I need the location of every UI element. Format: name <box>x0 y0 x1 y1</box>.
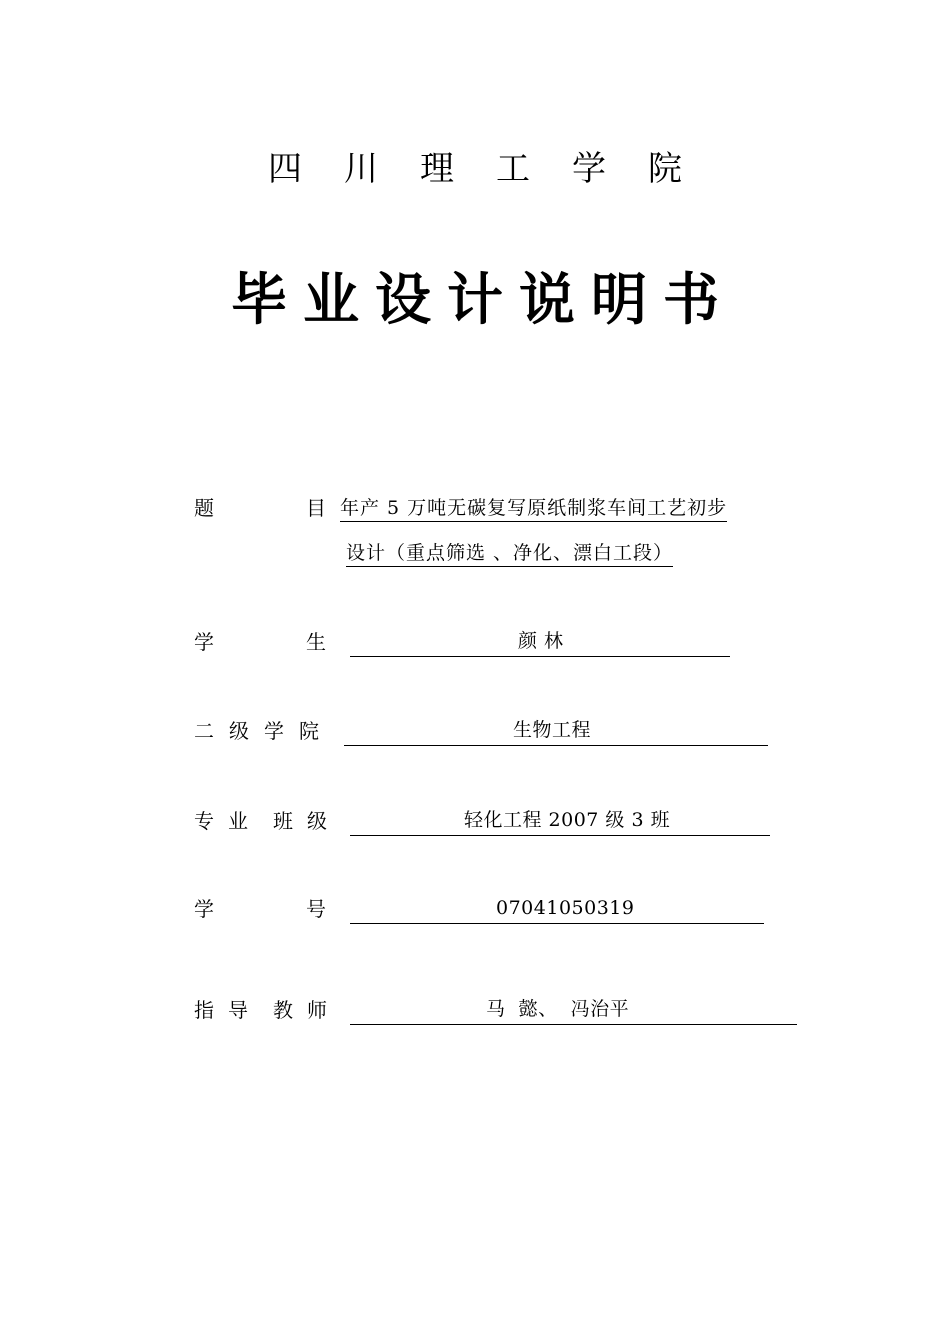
university-name-char: 院 <box>648 148 682 189</box>
university-name-char: 工 <box>496 148 530 189</box>
document-title-char: 计 <box>447 268 503 333</box>
major-class-label <box>194 807 334 835</box>
college-label-char: 学 <box>264 719 284 743</box>
student-name: 颜 林 <box>518 630 564 652</box>
college-name: 生物工程 <box>513 719 592 741</box>
document-title-char: 业 <box>303 268 359 333</box>
college-label-char: 院 <box>299 719 319 743</box>
advisor-label-char: 导 <box>228 998 248 1022</box>
advisor-value <box>350 994 797 1025</box>
document-title-char: 明 <box>591 268 647 333</box>
student-id-label <box>194 895 334 923</box>
college-value <box>344 715 768 746</box>
student-id-label-char: 学 <box>194 897 214 921</box>
university-name-char: 学 <box>572 148 606 189</box>
university-name-char: 四 <box>268 148 302 189</box>
topic-value-line-2 <box>346 538 673 568</box>
document-title-char: 书 <box>663 268 719 333</box>
student-label <box>194 628 334 656</box>
major-class-label-char: 专 <box>194 809 214 833</box>
major-class-label-char: 级 <box>307 809 327 833</box>
student-id-number: 07041050319 <box>496 897 635 919</box>
major-class-text: 轻化工程 2007 级 3 班 <box>464 809 671 831</box>
student-id-value <box>350 893 764 924</box>
topic-value-line-1 <box>340 493 727 523</box>
student-id-label-char: 号 <box>306 897 326 921</box>
university-name-char: 川 <box>344 148 378 189</box>
university-name-char: 理 <box>420 148 454 189</box>
university-name <box>0 140 950 190</box>
topic-label-char: 题 <box>194 496 214 520</box>
student-label-char: 学 <box>194 630 214 654</box>
college-label <box>194 717 334 745</box>
advisor-names: 马 懿、 冯治平 <box>486 998 630 1020</box>
topic-value-text: 设计（重点筛选 、净化、漂白工段） <box>346 542 673 567</box>
advisor-label <box>194 996 334 1024</box>
major-class-label-char: 业 <box>228 809 248 833</box>
topic-label-char: 目 <box>306 496 326 520</box>
student-label-char: 生 <box>306 630 326 654</box>
document-title <box>0 258 950 334</box>
advisor-label-char: 教 <box>273 998 293 1022</box>
major-class-label-char: 班 <box>273 809 293 833</box>
college-label-char: 二 <box>194 719 214 743</box>
advisor-label-char: 师 <box>307 998 327 1022</box>
document-title-char: 设 <box>375 268 431 333</box>
advisor-label-char: 指 <box>194 998 214 1022</box>
document-title-char: 毕 <box>231 268 287 333</box>
student-value <box>350 626 730 657</box>
topic-value-text: 年产 5 万吨无碳复写原纸制浆车间工艺初步 <box>340 497 727 522</box>
document-title-char: 说 <box>519 268 575 333</box>
topic-label <box>194 494 334 522</box>
college-label-char: 级 <box>229 719 249 743</box>
major-class-value <box>350 805 770 836</box>
